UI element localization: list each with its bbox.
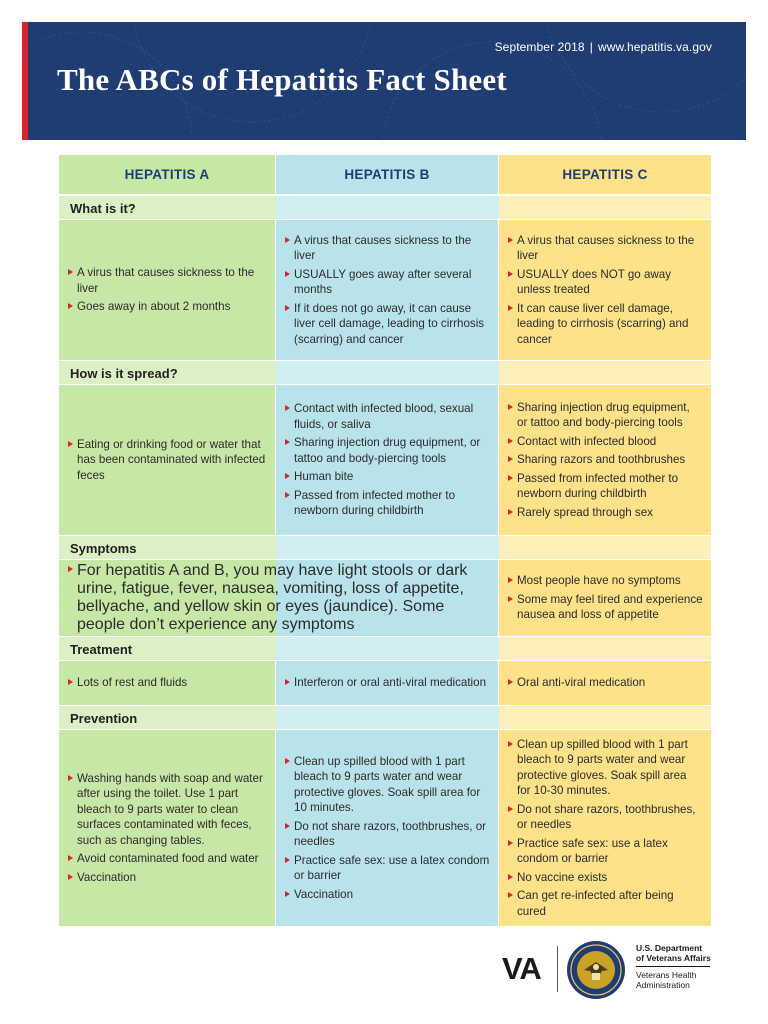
department-name — [636, 943, 711, 990]
bullet-item: Vaccination — [68, 870, 267, 886]
bullet-item: A virus that causes sickness to the liver — [285, 233, 490, 264]
bullet-item: Do not share razors, toothbrushes, or needles — [508, 802, 703, 833]
hepatitis-comparison-table — [59, 155, 711, 926]
section-spacer — [499, 636, 711, 661]
bullet-item: Passed from infected mother to newborn during childbirth — [508, 471, 703, 502]
bullet-list — [68, 434, 267, 487]
bullet-list — [508, 570, 703, 626]
publish-date: September 2018 — [494, 40, 585, 54]
cell-what-a — [59, 220, 276, 360]
cell-what-b — [276, 220, 499, 360]
bullet-item: Clean up spilled blood with 1 part bleach to 9 parts water and wear protective gloves. Soak spill area for 10-30 minutes. — [508, 737, 703, 799]
section-spacer — [276, 636, 499, 661]
dept-line-1: U.S. Department — [636, 943, 703, 953]
cell-prevention-b — [276, 730, 499, 926]
bullet-item: Passed from infected mother to newborn during childbirth — [285, 488, 490, 519]
bullet-item: Rarely spread through sex — [508, 505, 703, 521]
column-header-hepatitis-c: HEPATITIS C — [499, 155, 711, 195]
bullet-list — [68, 559, 478, 637]
bullet-item: USUALLY goes away after several months — [285, 267, 490, 298]
cell-symptoms-c — [499, 560, 711, 636]
bullet-item: Some may feel tired and experience nausea and loss of appetite — [508, 592, 703, 623]
bullet-item: If it does not go away, it can cause liver cell damage, leading to cirrhosis (scarring) and cancer — [285, 301, 490, 348]
bullet-item: Sharing razors and toothbrushes — [508, 452, 703, 468]
bullet-item: Practice safe sex: use a latex condom or barrier — [285, 853, 490, 884]
cell-prevention-a — [59, 730, 276, 926]
bullet-list — [508, 397, 703, 524]
website-link[interactable]: www.hepatitis.va.gov — [597, 40, 712, 54]
bullet-item: USUALLY does NOT go away unless treated — [508, 267, 703, 298]
cell-spread-b — [276, 385, 499, 535]
section-spacer — [499, 535, 711, 560]
cell-spread-c — [499, 385, 711, 535]
section-title-treatment: Treatment — [59, 636, 276, 661]
bullet-item: Clean up spilled blood with 1 part bleach to 9 parts water and wear protective gloves. Soak spill area for 10 minutes. — [285, 754, 490, 816]
header-meta — [495, 40, 712, 54]
cell-symptoms-ab — [59, 560, 499, 636]
bullet-list — [285, 398, 490, 522]
bullet-item: Can get re-infected after being cured — [508, 888, 703, 919]
bullet-item: Lots of rest and fluids — [68, 675, 267, 691]
bullet-list — [508, 672, 703, 694]
cell-treatment-a — [59, 661, 276, 705]
bullet-list — [285, 751, 490, 906]
bullet-item: Oral anti-viral medication — [508, 675, 703, 691]
section-spacer — [499, 705, 711, 730]
logo-divider — [557, 946, 558, 992]
bullet-item: Interferon or oral anti-viral medication — [285, 675, 490, 691]
va-seal-icon — [566, 940, 626, 1000]
page-title: The ABCs of Hepatitis Fact Sheet — [57, 62, 507, 97]
bullet-item: Sharing injection drug equipment, or tattoo and body-piercing tools — [508, 400, 703, 431]
bullet-item: Most people have no symptoms — [508, 573, 703, 589]
column-header-hepatitis-a: HEPATITIS A — [59, 155, 276, 195]
section-spacer — [499, 360, 711, 385]
va-logo: VA — [502, 951, 541, 986]
section-title-what: What is it? — [59, 195, 276, 220]
bullet-item: A virus that causes sickness to the liver — [68, 265, 267, 296]
bullet-list — [68, 768, 267, 889]
bullet-list — [285, 672, 490, 694]
bullet-item: A virus that causes sickness to the liver — [508, 233, 703, 264]
bullet-item: Practice safe sex: use a latex condom or barrier — [508, 836, 703, 867]
bullet-list — [508, 230, 703, 351]
section-spacer — [276, 705, 499, 730]
bullet-list — [285, 230, 490, 351]
dept-rule — [636, 966, 710, 967]
bullet-item: Human bite — [285, 469, 490, 485]
header-banner — [22, 22, 746, 140]
bullet-item: Washing hands with soap and water after using the toilet. Use 1 part bleach to 9 parts water to clean surfaces contaminated with feces, such as changing tables. — [68, 771, 267, 849]
bullet-item: Sharing injection drug equipment, or tattoo and body-piercing tools — [285, 435, 490, 466]
section-title-prevention: Prevention — [59, 705, 276, 730]
admin-line-1: Veterans Health — [636, 970, 697, 980]
bullet-item: Eating or drinking food or water that has been contaminated with infected feces — [68, 437, 267, 484]
cell-what-c — [499, 220, 711, 360]
bullet-list — [68, 262, 267, 318]
column-header-hepatitis-b: HEPATITIS B — [276, 155, 499, 195]
bullet-list — [68, 672, 267, 694]
bullet-item: Goes away in about 2 months — [68, 299, 267, 315]
cell-spread-a — [59, 385, 276, 535]
section-title-symptoms: Symptoms — [59, 535, 276, 560]
bullet-item: Vaccination — [285, 887, 490, 903]
bullet-item: Contact with infected blood, sexual fluids, or saliva — [285, 401, 490, 432]
meta-separator: | — [589, 40, 593, 54]
cell-treatment-b — [276, 661, 499, 705]
bullet-item: Contact with infected blood — [508, 434, 703, 450]
section-spacer — [276, 195, 499, 220]
section-spacer — [499, 195, 711, 220]
admin-line-2: Administration — [636, 980, 690, 990]
bullet-list — [508, 734, 703, 923]
cell-treatment-c — [499, 661, 711, 705]
bullet-item: For hepatitis A and B, you may have light stools or dark urine, fatigue, fever, nausea, vomiting, loss of appetite, bellyache, and yellow skin or eyes (jaundice). Some people don’t experience any symptoms — [68, 562, 478, 634]
bullet-item: Avoid contaminated food and water — [68, 851, 267, 867]
cell-prevention-c — [499, 730, 711, 926]
bullet-item: Do not share razors, toothbrushes, or needles — [285, 819, 490, 850]
dept-line-2: of Veterans Affairs — [636, 953, 711, 963]
section-title-spread: How is it spread? — [59, 360, 276, 385]
section-spacer — [276, 360, 499, 385]
section-spacer — [276, 535, 499, 560]
bullet-item: It can cause liver cell damage, leading to cirrhosis (scarring) and cancer — [508, 301, 703, 348]
bullet-item: No vaccine exists — [508, 870, 703, 886]
